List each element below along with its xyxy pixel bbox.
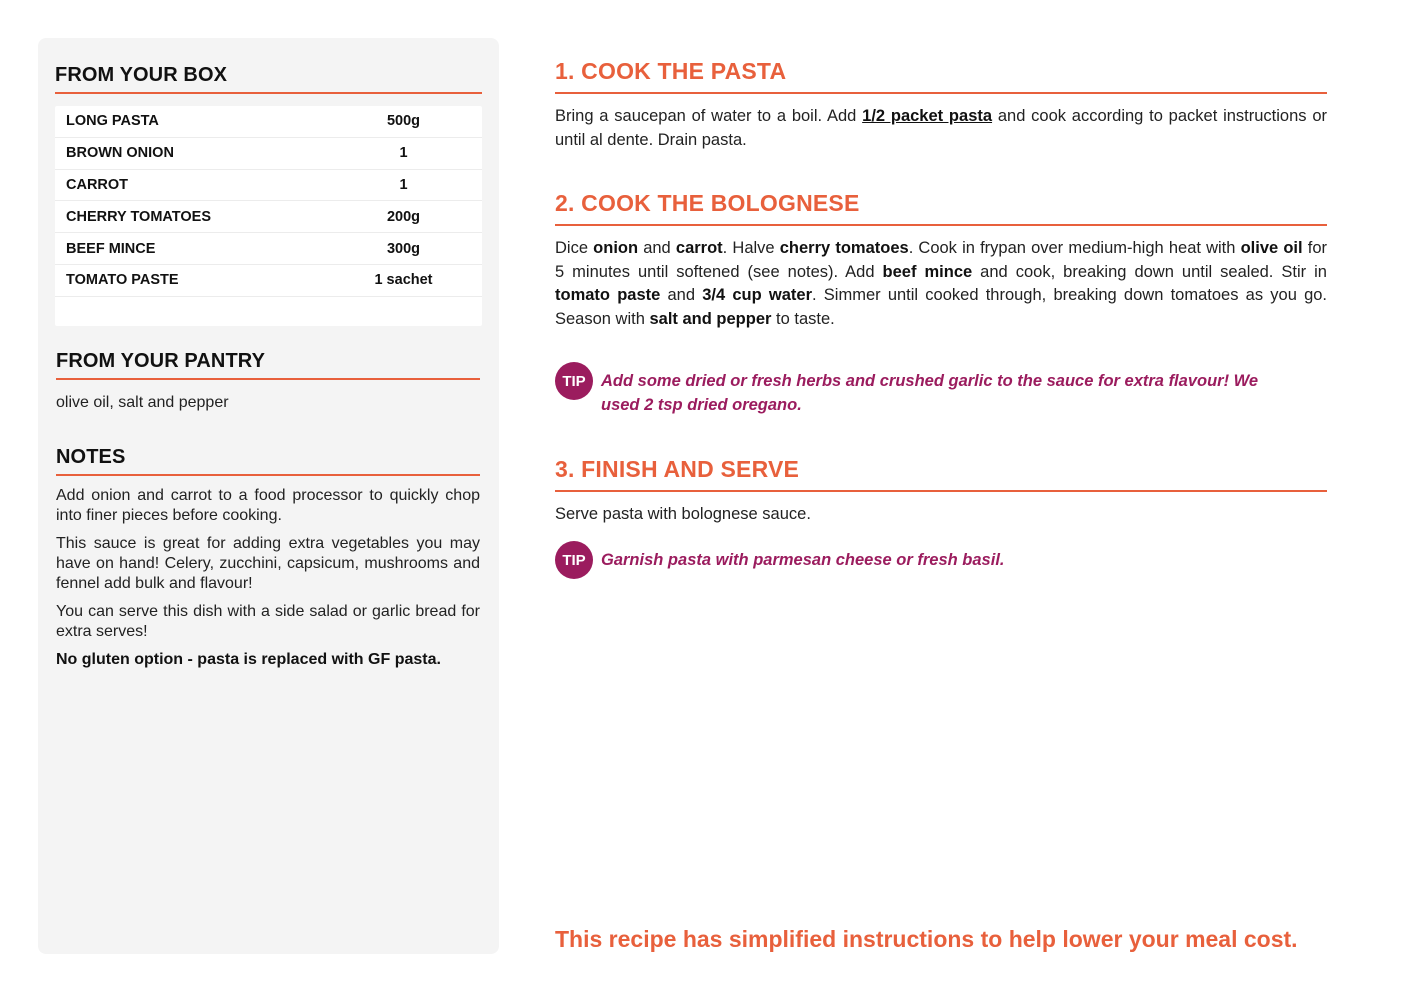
note-paragraph: This sauce is great for adding extra vegetables you may have on hand! Celery, zucchini, capsicum, mushrooms and fennel add bulk and flavour! xyxy=(56,535,480,592)
tip-text: Garnish pasta with parmesan cheese or fresh basil. xyxy=(601,551,1005,569)
ingredient-highlight: cherry tomatoes xyxy=(779,239,909,257)
instruction-text: . Halve xyxy=(722,239,780,257)
instruction-text: and cook according to packet instructions or until al dente. Drain pasta. xyxy=(555,107,1327,149)
step-divider xyxy=(555,490,1327,492)
ingredient-name: CHERRY TOMATOES xyxy=(66,208,212,225)
step-divider xyxy=(555,92,1327,94)
ingredient-highlight: onion xyxy=(593,239,639,257)
instruction-text: . Cook in frypan over medium-high heat with xyxy=(908,239,1241,257)
ingredient-highlight: 3/4 cup water xyxy=(702,286,813,304)
ingredients-panel xyxy=(38,38,499,954)
ingredient-row xyxy=(55,106,482,138)
instruction-text: . Simmer until cooked through, breaking down tomatoes as you go. Season with xyxy=(555,286,1328,328)
tip-callout xyxy=(555,541,1327,579)
instruction-text: Bring a saucepan of water to a boil. Add xyxy=(555,107,863,125)
pantry-title: FROM YOUR PANTRY xyxy=(56,350,266,372)
section-divider xyxy=(56,474,480,476)
ingredient-highlight: salt and pepper xyxy=(649,309,772,328)
step-instructions xyxy=(555,237,1327,331)
step-title: 3. FINISH AND SERVE xyxy=(555,456,800,482)
ingredient-highlight: olive oil xyxy=(1240,239,1303,257)
gluten-free-note: No gluten option - pasta is replaced with GF pasta. xyxy=(56,651,441,668)
instruction-text: and xyxy=(660,286,703,304)
section-divider xyxy=(55,92,482,94)
notes-body xyxy=(56,486,480,678)
ingredient-highlight: carrot xyxy=(675,239,723,257)
ingredient-name: BROWN ONION xyxy=(66,145,174,162)
ingredient-row xyxy=(55,170,482,202)
tip-badge-icon: TIP xyxy=(555,362,593,400)
box-ingredients-table xyxy=(55,106,482,326)
ingredient-row xyxy=(55,201,482,233)
ingredient-name: CARROT xyxy=(66,176,129,193)
simplified-recipe-note: This recipe has simplified instructions to help lower your meal cost. xyxy=(555,926,1298,952)
step-title: 2. COOK THE BOLOGNESE xyxy=(555,190,860,216)
highlighted-quantity: 1/2 packet pasta xyxy=(862,107,993,125)
instruction-text: and cook, breaking down until sealed. Stir in xyxy=(972,262,1327,281)
ingredient-qty: 500g xyxy=(386,113,421,130)
ingredient-qty: 200g xyxy=(386,208,421,225)
ingredient-name: BEEF MINCE xyxy=(66,240,156,257)
ingredient-name: TOMATO PASTE xyxy=(66,272,179,289)
notes-title: NOTES xyxy=(56,446,126,468)
ingredient-qty: 300g xyxy=(386,240,421,257)
ingredient-name: LONG PASTA xyxy=(66,113,159,130)
pantry-items: olive oil, salt and pepper xyxy=(56,394,229,411)
tip-callout xyxy=(555,362,1327,417)
note-paragraph: Add onion and carrot to a food processor to quickly chop into finer pieces before cooking. xyxy=(56,487,480,524)
from-box-title: FROM YOUR BOX xyxy=(55,64,228,86)
ingredient-qty: 1 xyxy=(399,176,408,193)
ingredient-qty: 1 sachet xyxy=(374,272,433,289)
note-paragraph: You can serve this dish with a side salad or garlic bread for extra serves! xyxy=(56,603,480,640)
step-instructions xyxy=(555,503,1327,527)
method-column xyxy=(555,0,1327,992)
ingredient-qty: 1 xyxy=(399,145,408,162)
tip-text: Add some dried or fresh herbs and crushed garlic to the sauce for extra flavour! We used 2 tsp dried oregano. xyxy=(601,372,1259,414)
step-title: 1. COOK THE PASTA xyxy=(555,58,787,84)
instruction-text: to taste. xyxy=(771,309,835,328)
step-divider xyxy=(555,224,1327,226)
instruction-text: for 5 minutes until softened (see notes). Add xyxy=(555,239,1327,281)
instruction-text: Dice xyxy=(555,239,594,257)
instruction-text: and xyxy=(638,239,676,257)
ingredient-highlight: beef mince xyxy=(882,262,973,281)
section-divider xyxy=(56,378,480,380)
ingredient-row xyxy=(55,265,482,297)
instruction-text: Serve pasta with bolognese sauce. xyxy=(555,505,811,523)
step-instructions xyxy=(555,105,1327,152)
ingredient-highlight: tomato paste xyxy=(555,286,661,304)
ingredient-row xyxy=(55,138,482,170)
tip-badge-icon: TIP xyxy=(555,541,593,579)
ingredient-row xyxy=(55,233,482,265)
